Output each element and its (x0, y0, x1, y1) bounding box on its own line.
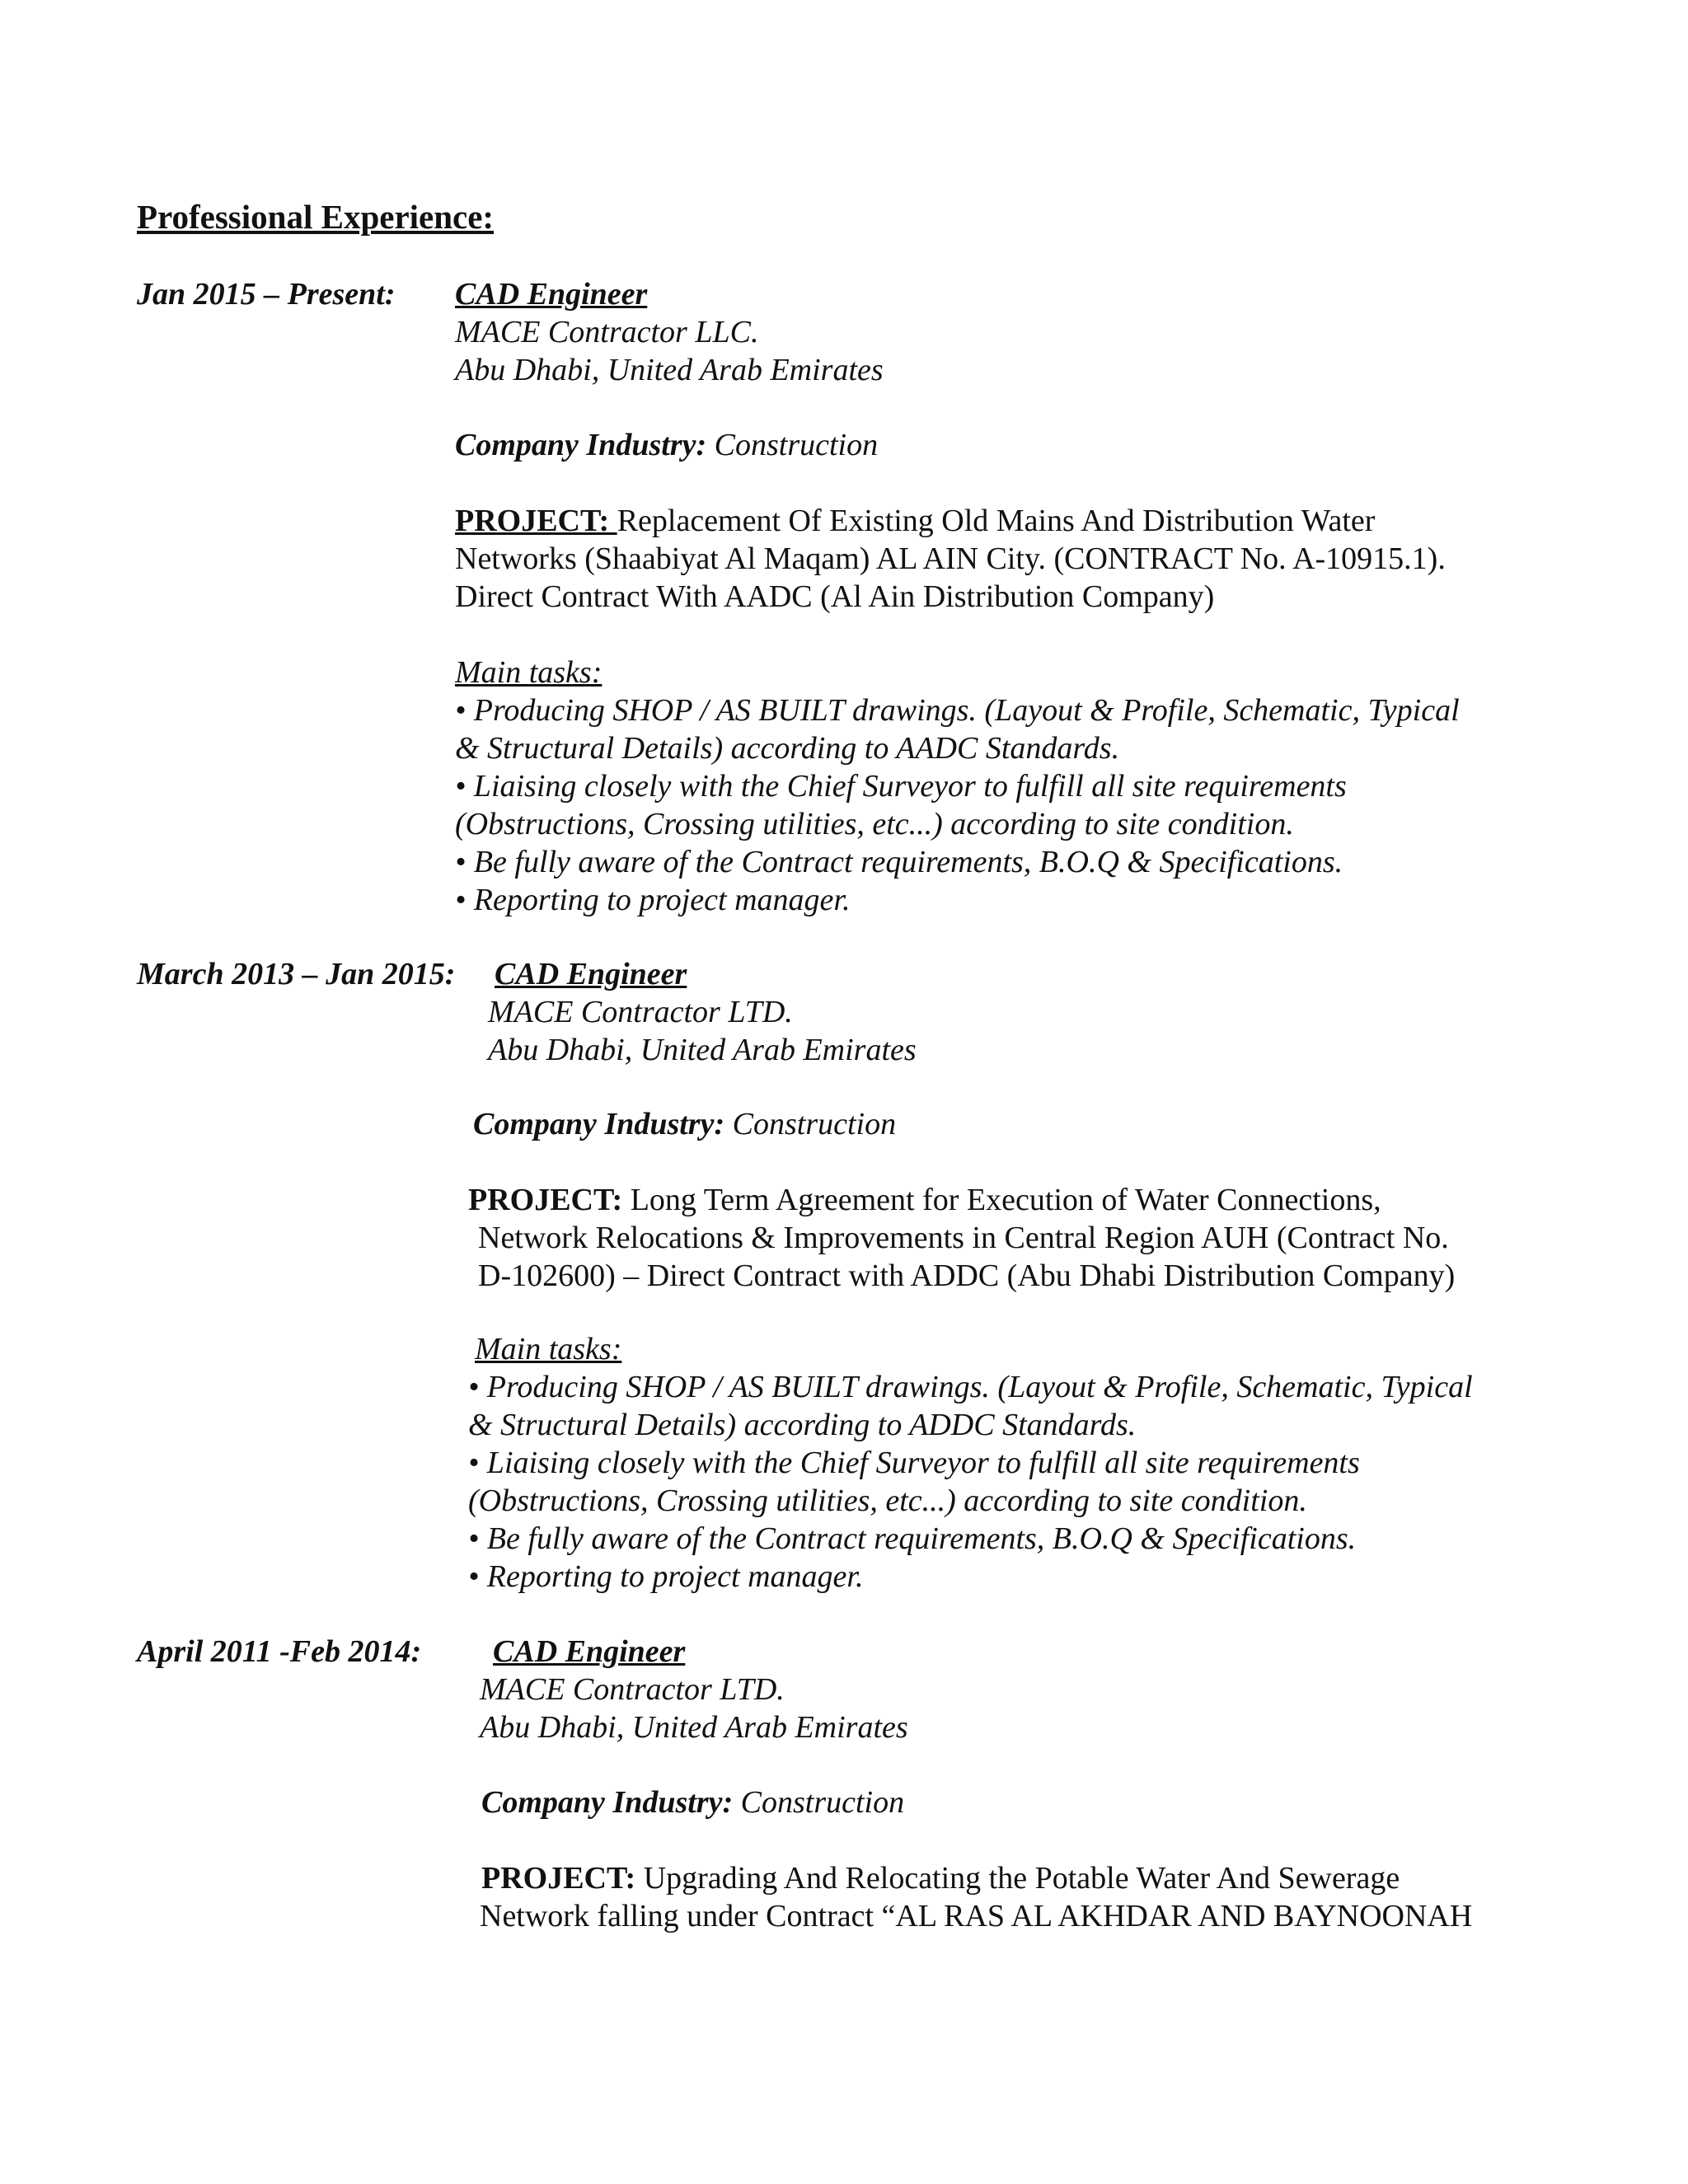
job-1-industry-label: Company Industry: (455, 428, 707, 462)
job-1-project-line-2: Networks (Shaabiyat Al Maqam) AL AIN City. (CONTRACT No. A-10915.1). (455, 541, 1446, 576)
job-1-project-label: PROJECT: (455, 504, 617, 538)
job-1-tasks-label: Main tasks: (455, 655, 603, 690)
job-3-industry-label: Company Industry: (481, 1785, 734, 1820)
job-1-task-line: & Structural Details) according to AADC Standards. (455, 731, 1120, 766)
job-2-industry (473, 1105, 896, 1143)
job-3-role: CAD Engineer (493, 1634, 686, 1669)
job-1-location: Abu Dhabi, United Arab Emirates (455, 353, 884, 387)
job-2-project-label: PROJECT: (468, 1183, 623, 1217)
job-1-task-line: • Be fully aware of the Contract requirements, B.O.Q & Specifications. (455, 845, 1343, 879)
job-2-company: MACE Contractor LTD. (488, 995, 793, 1029)
job-1-industry (455, 426, 878, 464)
job-2-project-line-3: D-102600) – Direct Contract with ADDC (Abu Dhabi Distribution Company) (478, 1258, 1456, 1293)
job-1-task-line: • Liaising closely with the Chief Surveyor to fulfill all site requirements (455, 769, 1347, 804)
job-1-role: CAD Engineer (455, 277, 648, 312)
job-1-project-line-1 (455, 502, 1375, 540)
job-2-task-line: • Liaising closely with the Chief Surveyor to fulfill all site requirements (468, 1446, 1360, 1480)
job-3-project-label: PROJECT: (481, 1861, 636, 1896)
job-2-industry-value: Construction (732, 1107, 897, 1141)
job-3-location: Abu Dhabi, United Arab Emirates (480, 1710, 908, 1745)
job-3-industry (481, 1783, 904, 1821)
job-1-project-text: Replacement Of Existing Old Mains And Distribution Water (617, 504, 1376, 538)
job-1-task-line: (Obstructions, Crossing utilities, etc...) according to site condition. (455, 807, 1294, 841)
job-1-company: MACE Contractor LLC. (455, 315, 759, 349)
job-2-project-text: Long Term Agreement for Execution of Water Connections, (630, 1183, 1381, 1217)
job-2-project-line-2: Network Relocations & Improvements in Central Region AUH (Contract No. (478, 1221, 1449, 1255)
job-1-project-line-3: Direct Contract With AADC (Al Ain Distribution Company) (455, 579, 1215, 614)
job-2-task-line: • Be fully aware of the Contract requirements, B.O.Q & Specifications. (468, 1521, 1357, 1556)
job-3-project-line-2: Network falling under Contract “AL RAS AL AKHDAR AND BAYNOONAH (480, 1899, 1473, 1933)
job-2-task-line: • Reporting to project manager. (468, 1559, 864, 1594)
job-1-task-line: • Reporting to project manager. (455, 883, 851, 917)
job-1-industry-value: Construction (714, 428, 879, 462)
job-1-date: Jan 2015 – Present: (137, 277, 396, 312)
job-2-date: March 2013 – Jan 2015: (137, 957, 456, 991)
job-2-industry-label: Company Industry: (473, 1107, 725, 1141)
job-2-tasks-label: Main tasks: (475, 1332, 622, 1366)
job-2-task-line: & Structural Details) according to ADDC Standards. (468, 1408, 1137, 1442)
section-heading: Professional Experience: (137, 198, 495, 236)
job-3-company: MACE Contractor LTD. (480, 1672, 785, 1707)
job-2-role: CAD Engineer (495, 957, 687, 991)
job-3-industry-value: Construction (740, 1785, 905, 1820)
job-2-task-line: (Obstructions, Crossing utilities, etc...) according to site condition. (468, 1483, 1307, 1518)
job-3-project-text: Upgrading And Relocating the Potable Water And Sewerage (643, 1861, 1400, 1896)
job-2-task-line: • Producing SHOP / AS BUILT drawings. (Layout & Profile, Schematic, Typical (468, 1370, 1473, 1404)
job-2-project-line-1 (468, 1181, 1381, 1219)
job-3-project-line-1 (481, 1859, 1400, 1897)
job-1-task-line: • Producing SHOP / AS BUILT drawings. (Layout & Profile, Schematic, Typical (455, 693, 1460, 728)
job-3-date: April 2011 -Feb 2014: (137, 1634, 422, 1669)
job-2-location: Abu Dhabi, United Arab Emirates (488, 1033, 917, 1067)
